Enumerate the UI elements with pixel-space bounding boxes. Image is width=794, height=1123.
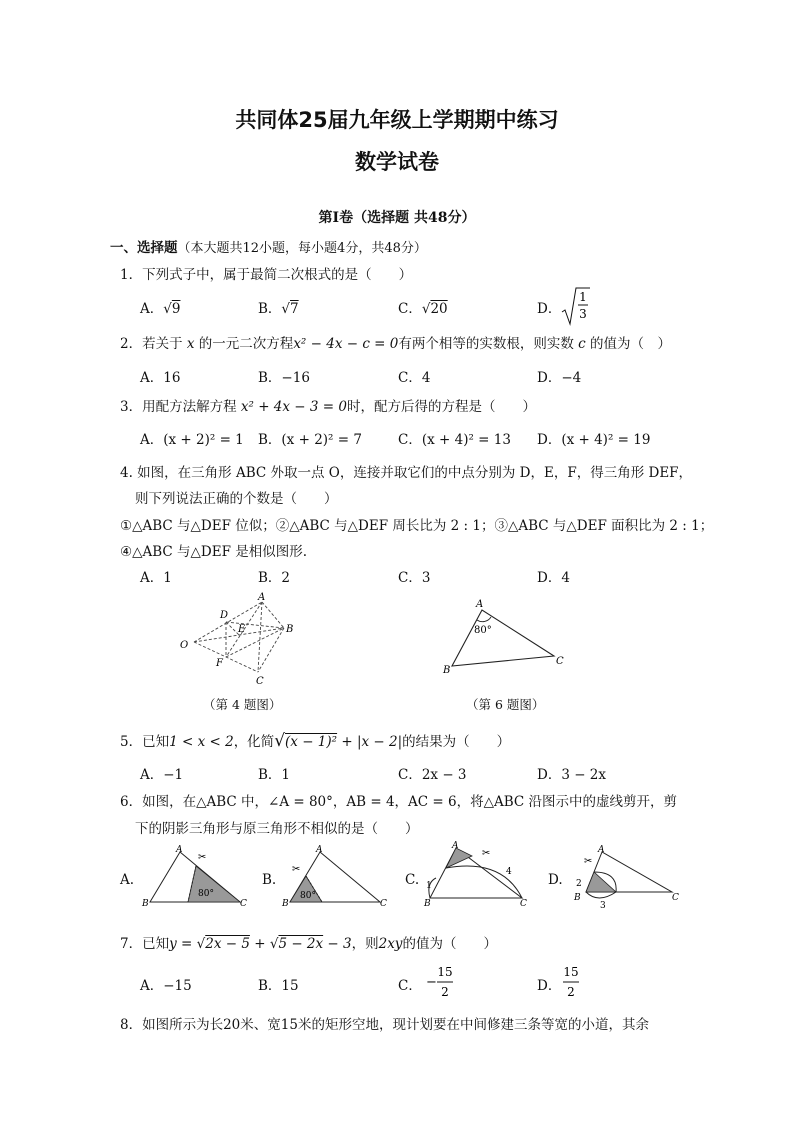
section-heading: 第Ⅰ卷（选择题 共48分） [318,210,476,226]
part1-label: 一、选择题 [110,240,178,256]
fig6-label-b: B [443,665,451,676]
q3-option-b: B．(x + 2)² = 7 [258,432,362,448]
svg-text:B: B [424,899,431,909]
q7-option-b: B．15 [258,978,299,994]
svg-text:2: 2 [441,985,449,999]
svg-text:C: C [520,899,527,909]
svg-text:3: 3 [600,901,606,911]
q6-figure-d [568,842,678,912]
svg-text:80°: 80° [300,891,316,901]
q7-option-d-fraction [562,962,586,1002]
q3-option-c: C．(x + 4)² = 13 [398,432,511,448]
q2-option-c: C．4 [398,370,431,386]
svg-text:C: C [240,899,247,909]
fig4-caption: （第 4 题图） [203,697,282,712]
q6-line1: 6．如图，在△ABC 中，∠A = 80°，AB = 4，AC = 6，将△ABC 沿图示中的虚线剪开，剪 [120,794,678,810]
q6d-scissors-icon: ✂ [584,856,593,867]
q7-eq-c: 2xy [378,936,403,952]
svg-text:B: B [282,899,289,909]
q7-text-b: ，则 [351,936,379,952]
fig4-label-o: O [180,640,189,651]
q5-text-b: ，化简 [233,734,275,750]
svg-text:B: B [574,893,581,903]
svg-text:4: 4 [506,867,512,877]
q5-expr-a: (x − 1)² [285,734,338,750]
svg-text:2: 2 [567,985,575,999]
svg-text:C: C [380,899,387,909]
q6-figure-b [282,842,392,908]
q1-frac-den: 3 [579,307,587,321]
q2-equation: x² − 4x − c = 0 [293,336,399,352]
svg-text:1: 1 [426,881,432,891]
q3-option-d: D．(x + 4)² = 19 [537,432,651,448]
q2-text-d: 的值为（ ） [590,336,672,352]
svg-text:A: A [452,841,459,851]
q2-text-b: 的一元二次方程 [194,336,294,352]
q7-plus: + [249,936,270,952]
q5-radical-sign: √ [274,731,286,751]
q5-condition: 1 < x < 2 [169,734,234,750]
q3-text-b: 时，配方后得的方程是（ ） [346,399,536,415]
fig4-label-e: E [238,624,246,635]
q2-option-b: B．−16 [258,370,310,386]
q4-line1: 4. 如图，在三角形 ABC 外取一点 O，连接并取它们的中点分别为 D，E，F，得三角形 DEF， [120,465,693,481]
q5-expr-b: + |x − 2| [337,734,403,750]
q7-text-a: 7．已知 [120,936,170,952]
q3-equation: x² + 4x − 3 = 0 [240,399,347,415]
q4-line3: ①△ABC 与△DEF 位似；②△ABC 与△DEF 周长比为 2 : 1；③△ABC 与△DEF 面积比为 2 : 1； [120,518,714,534]
svg-text:A: A [316,845,323,855]
q6-option-d: D. [548,872,563,888]
q6c-scissors-icon: ✂ [482,848,491,859]
figure-6 [440,594,580,678]
svg-text:2: 2 [576,879,582,889]
q6-option-b: B. [262,872,277,888]
page-title: 共同体25届九年级上学期期中练习 [235,108,559,132]
q4-option-b: B．2 [258,570,291,586]
q1-option-b: B．√7 [258,301,299,317]
q1-option-d [537,297,561,317]
q6-figure-a [140,842,250,908]
q5-option-a: A．−1 [140,767,184,783]
svg-text:A: A [176,845,183,855]
q4-option-a: A．1 [140,570,172,586]
fig6-caption: （第 6 题图） [466,697,545,712]
figure-4 [170,588,320,688]
q7-radicand-a: 2x − 5 [205,936,250,952]
q7-option-d: D． [537,978,562,994]
q7-text-c: 的值为（ ） [402,936,497,952]
q1-option-a-label: A． [140,301,164,317]
q1-radicand-a: 9 [171,301,181,317]
q6-figure-c [422,838,532,910]
q7-option-c-fraction [426,962,456,1002]
q5-text-a: 5．已知 [120,734,170,750]
svg-text:B: B [142,899,149,909]
fig6-angle: 80° [474,625,492,636]
q7-option-a: A．−15 [140,978,192,994]
q5-option-c: C．2x − 3 [398,767,467,783]
q6a-scissors-icon: ✂ [198,852,207,863]
q2-var-c: c [573,336,591,352]
q7-radicand-b: 5 − 2x [278,936,324,952]
fig6-label-a: A [476,599,484,610]
q1-option-d-radical [560,286,592,328]
svg-text:C: C [672,893,679,903]
part1-heading [110,236,427,256]
svg-text:15: 15 [437,965,453,979]
q7-eq-b: − 3 [323,936,352,952]
q7-eq-a: y = [169,936,197,952]
q6-line2: 下的阴影三角形与原三角形不相似的是（ ） [135,821,419,837]
q1-radicand-b: 7 [290,301,299,317]
q1-stem: 1．下列式子中，属于最简二次根式的是（ ） [120,267,413,283]
svg-text:80°: 80° [198,889,214,899]
page-subtitle: 数学试卷 [355,150,439,174]
q4-option-d: D．4 [537,570,570,586]
fig4-label-a: A [258,592,266,603]
q2-option-a: A．16 [140,370,181,386]
q1-radicand-c: 20 [430,301,448,317]
q2-option-d: D．−4 [537,370,582,386]
q2-text-a: 2．若关于 [120,336,187,352]
fig6-label-c: C [556,656,564,667]
svg-text:A: A [598,845,605,855]
q7-neg-sign: − [426,975,437,990]
q6b-scissors-icon: ✂ [292,864,301,875]
q8-stem: 8．如图所示为长20米、宽15米的矩形空地，现计划要在中间修建三条等宽的小道，其余 [120,1017,649,1033]
fig4-label-f: F [216,658,223,669]
q3-stem [120,395,536,415]
q1-option-d-label: D． [537,301,562,317]
q6-option-c: C. [405,872,420,888]
q1-option-a: A．√9 [140,301,181,317]
q5-text-c: 的结果为（ ） [402,734,511,750]
fig4-label-d: D [220,610,229,621]
q5-option-d: D．3 − 2x [537,767,607,783]
q1-option-c-label: C． [398,301,422,317]
part1-note: （本大题共12小题，每小题4分，共48分） [177,241,427,256]
q3-option-a: A．(x + 2)² = 1 [140,432,244,448]
q1-frac-num: 1 [579,290,587,304]
q7-stem: 7．已知y = √2x − 5 + √5 − 2x − 3，则2xy的值为（ ） [120,936,497,952]
q2-var-x: x [186,336,195,352]
q2-text-c: 有两个相等的实数根，则实数 [398,336,574,352]
q7-option-c: C． [398,978,422,994]
q6-option-a: A. [120,872,135,888]
q4-option-c: C．3 [398,570,431,586]
q4-line4: ④△ABC 与△DEF 是相似图形. [120,544,308,560]
fig4-label-b: B [286,624,294,635]
q5-stem [120,730,510,751]
q2-stem [120,332,671,352]
q4-line2: 则下列说法正确的个数是（ ） [135,491,338,507]
fig4-label-c: C [256,676,264,687]
svg-text:15: 15 [563,965,579,979]
q1-option-b-label: B． [258,301,282,317]
q5-option-b: B．1 [258,767,291,783]
q1-option-c: C．√20 [398,301,448,317]
q3-text-a: 3．用配方法解方程 [120,399,241,415]
